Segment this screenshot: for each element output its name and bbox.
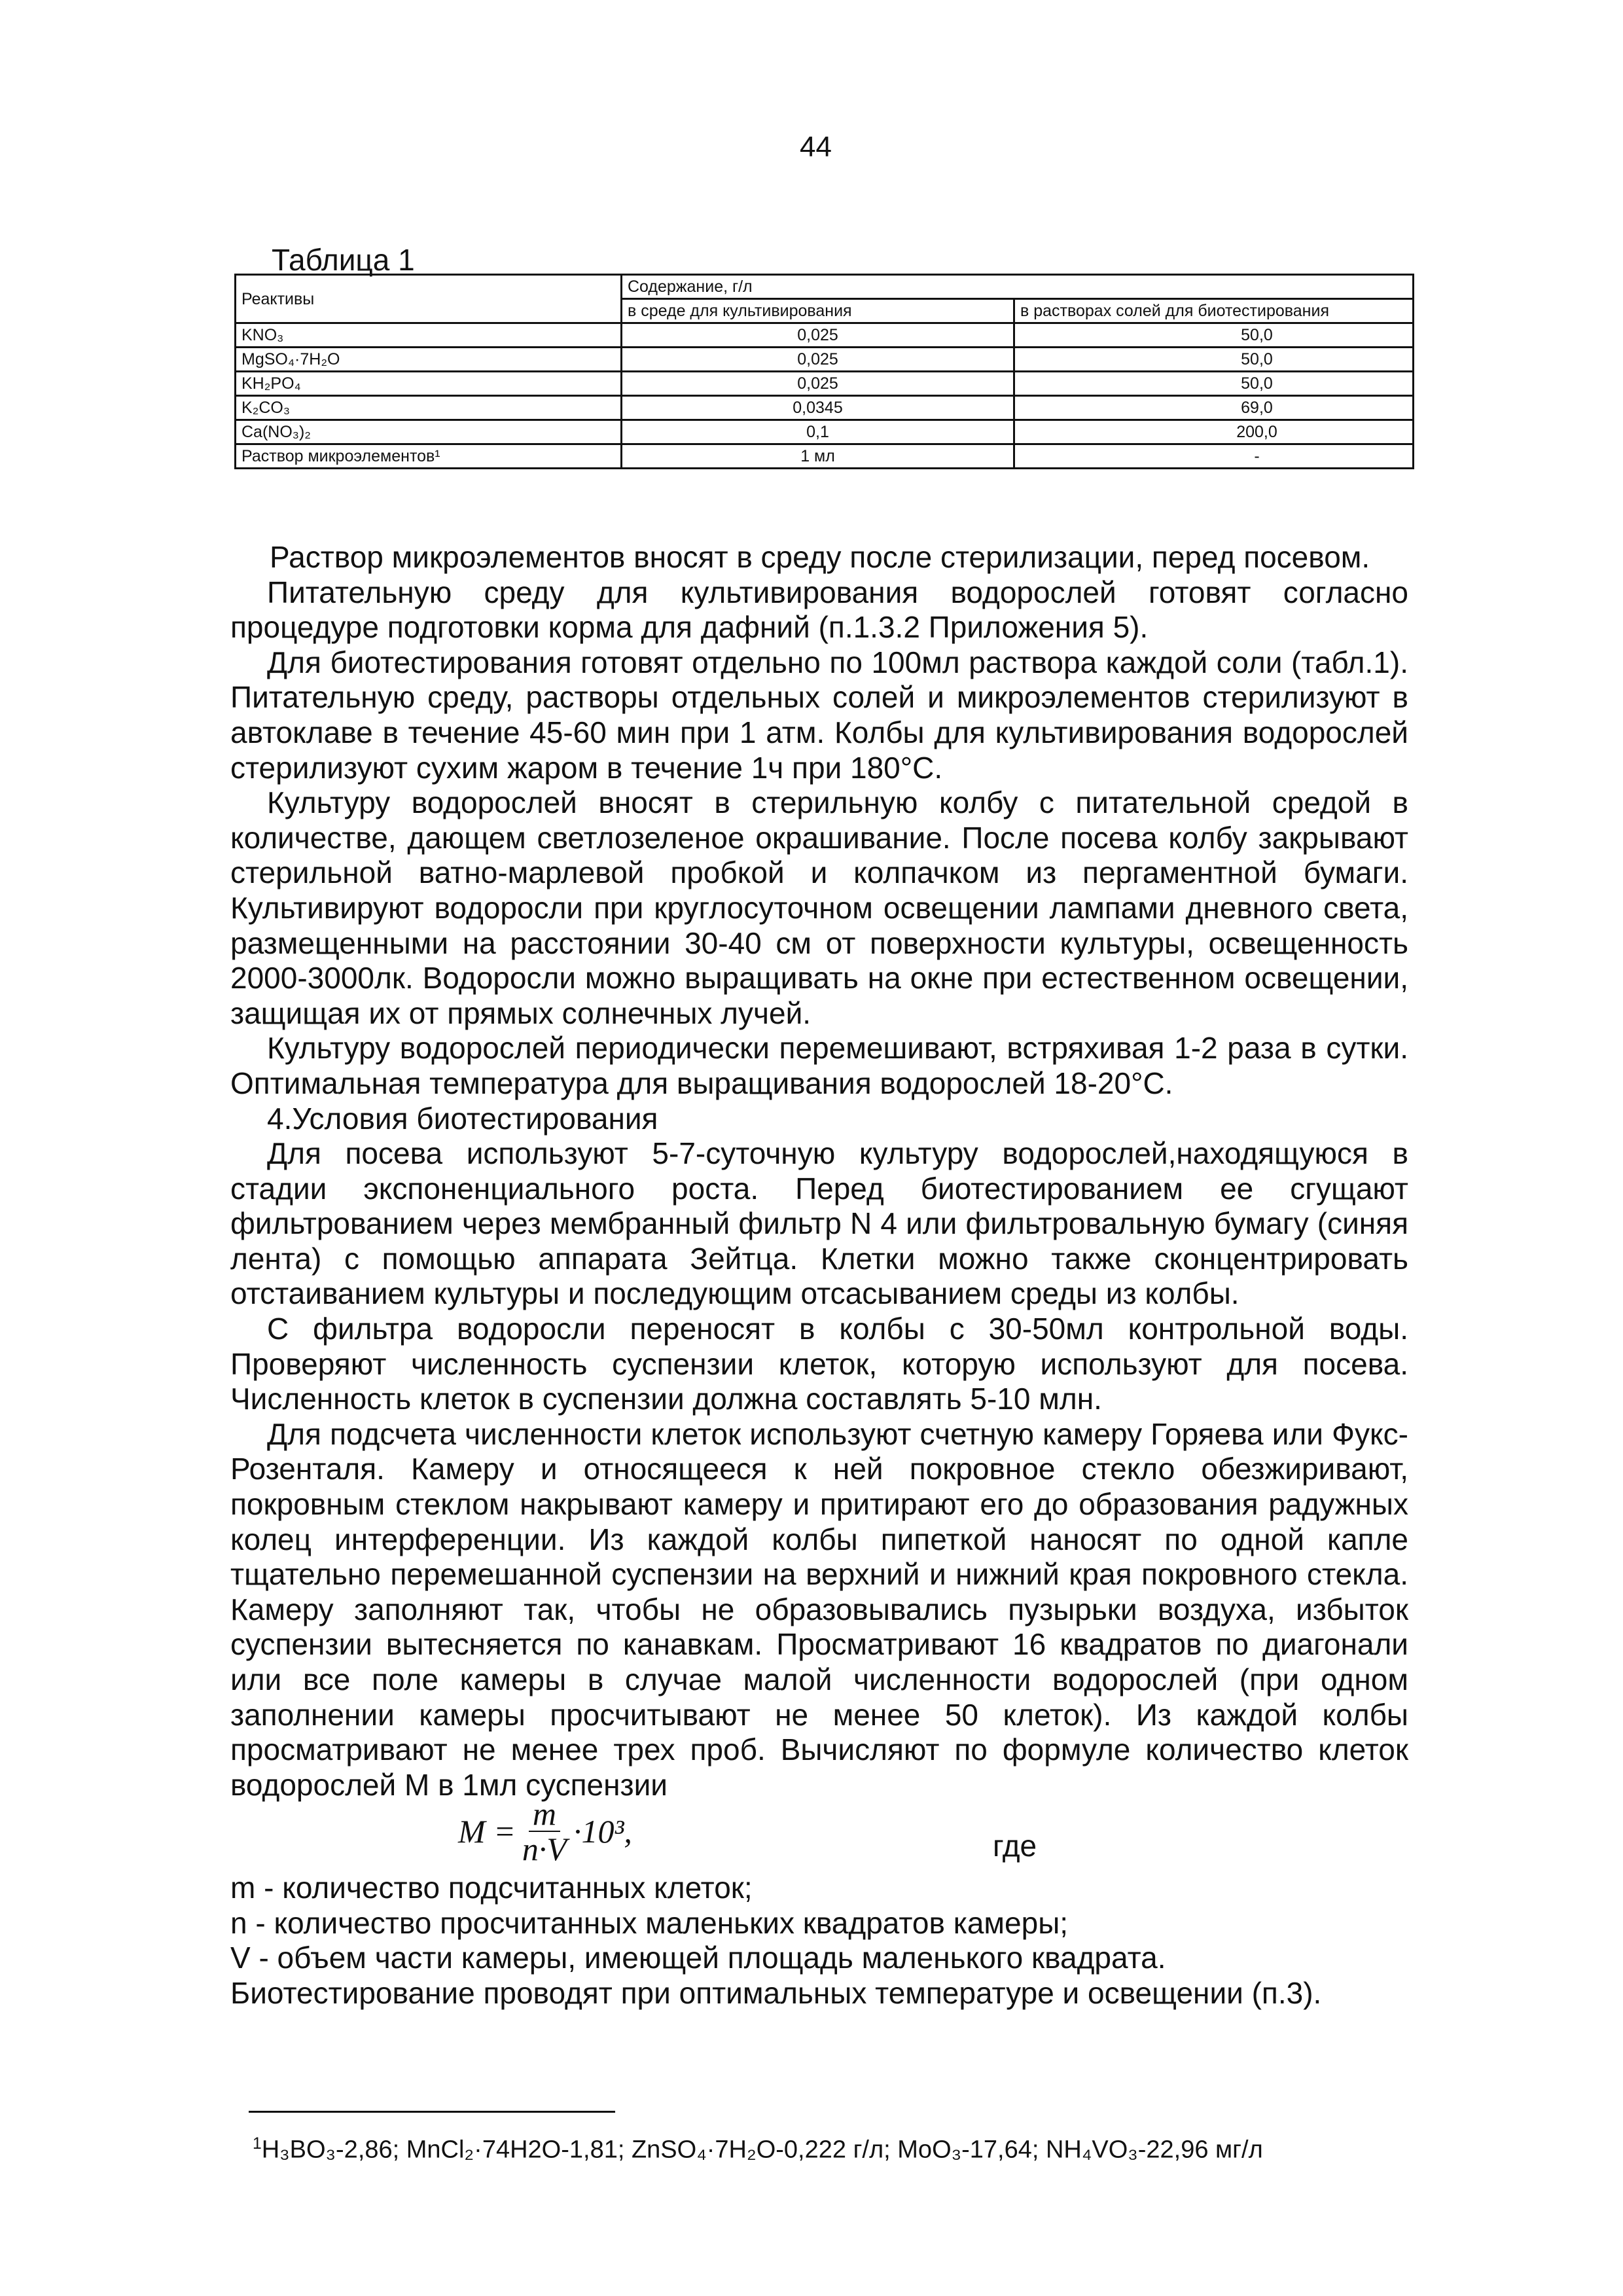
table-row [236, 372, 1414, 396]
footnote-divider [249, 2111, 615, 2113]
paragraph: Для подсчета численности клеток используют счетную камеру Горяева или Фукс-Розенталя. Камеру и относящееся к ней покровное стекло обезжиривают, покровным стеклом накрывают камеру и притирают его до образования радужных колец интерференции. Из каждой колбы пипеткой наносят по одной капле тщательно перемешанной суспензии на верхний и нижний края покровного стекла. Камеру заполняют так, чтобы не образовывались пузырьки воздуха, избыток суспензии вытесняется по канавкам. Просматривают 16 квадратов по диагонали или все поле камеры в случае малой численности водорослей (при одном заполнении камеры просчитывают не менее 50 клеток). Из каждой колбы просматривают не менее трех проб. Вычисляют по формуле количество клеток водорослей М в 1мл суспензии [230, 1416, 1408, 1802]
paragraph: Питательную среду для культивирования водорослей готовят согласно процедуре подготовки корма для дафний (п.1.3.2 Приложения 5). [230, 575, 1408, 645]
formula-lhs: M = [458, 1813, 516, 1850]
medium-cell: 0,025 [622, 372, 1014, 396]
formula-fraction [522, 1797, 567, 1866]
reagents-table [234, 274, 1414, 469]
medium-cell: 0,025 [622, 348, 1014, 372]
medium-cell: 0,0345 [622, 396, 1014, 420]
paragraph: Культуру водорослей периодически перемешивают, встряхивая 1-2 раза в сутки. Оптимальная температура для выращивания водорослей 18-20°С. [230, 1031, 1408, 1100]
reagent-cell: Ca(NO₃)₂ [236, 420, 622, 444]
formula-denominator: n·V [522, 1831, 567, 1867]
formula-multiplier: ·10³, [573, 1813, 632, 1850]
solutions-cell: - [1014, 444, 1414, 469]
table-caption: Таблица 1 [272, 243, 415, 277]
paragraph: Раствор микроэлементов вносят в среду после стерилизации, перед посевом. [270, 540, 1370, 574]
page-number: 44 [800, 131, 832, 163]
header-medium: в среде для культивирования [622, 299, 1014, 323]
definition-item: m - количество подсчитанных клеток; [230, 1871, 753, 1905]
cell-count-formula [458, 1797, 632, 1866]
definition-item: V - объем части камеры, имеющей площадь маленького квадрата. [230, 1941, 1166, 1975]
section-heading: 4.Условия биотестирования [267, 1101, 658, 1136]
definitions [230, 1871, 1408, 2011]
table-row [236, 396, 1414, 420]
reagent-cell: K₂CO₃ [236, 396, 622, 420]
body-text [230, 540, 1408, 1803]
footnote-marker: 1 [253, 2135, 262, 2153]
solutions-cell: 50,0 [1014, 348, 1414, 372]
footnote-text: H₃BO₃-2,86; MnCl₂·74H2O-1,81; ZnSO₄·7H₂O-0,222 г/л; MoO₃-17,64; NH₄VO₃-22,96 мг/л [261, 2136, 1263, 2164]
definition-item: Биотестирование проводят при оптимальных температуре и освещении (п.3). [230, 1975, 1322, 2010]
header-solutions: в растворах солей для биотестирования [1014, 299, 1414, 323]
solutions-cell: 50,0 [1014, 372, 1414, 396]
definition-item: n - количество просчитанных маленьких квадратов камеры; [230, 1905, 1069, 1940]
medium-cell: 1 мл [622, 444, 1014, 469]
solutions-cell: 50,0 [1014, 323, 1414, 348]
reagent-cell: MgSO₄·7H₂O [236, 348, 622, 372]
formula-where: где [993, 1829, 1037, 1863]
paragraph: С фильтра водоросли переносят в колбы с 30-50мл контрольной воды. Проверяют численность суспензии клеток, которую используют для посева. Численность клеток в суспензии должна составлять 5-10 млн. [230, 1312, 1408, 1416]
medium-cell: 0,1 [622, 420, 1014, 444]
reagent-cell: KH₂PO₄ [236, 372, 622, 396]
table-row [236, 420, 1414, 444]
solutions-cell: 200,0 [1014, 420, 1414, 444]
table-header-row [236, 275, 1414, 299]
footnote [253, 2135, 1263, 2164]
solutions-cell: 69,0 [1014, 396, 1414, 420]
reagent-cell: KNO₃ [236, 323, 622, 348]
table-row [236, 444, 1414, 469]
table-row [236, 348, 1414, 372]
table-row [236, 323, 1414, 348]
formula-numerator: m [529, 1797, 560, 1832]
paragraph: Для биотестирования готовят отдельно по 100мл раствора каждой соли (табл.1). Питательную среду, растворы отдельных солей и микроэлементов стерилизуют в автоклаве в течение 45-60 мин при 1 атм. Колбы для культивирования водорослей стерилизуют сухим жаром в течение 1ч при 180°С. [230, 645, 1408, 785]
paragraph: Для посева используют 5-7-суточную культуру водорослей,находящуюся в стадии экспоненциального роста. Перед биотестированием ее сгущают фильтрованием через мембранный фильтр N 4 или фильтровальную бумагу (синяя лента) с помощью аппарата Зейтца. Клетки можно также сконцентрировать отстаиванием культуры и последующим отсасыванием среды из колбы. [230, 1136, 1408, 1311]
paragraph: Культуру водорослей вносят в стерильную колбу с питательной средой в количестве, дающем светлозеленое окрашивание. После посева колбу закрывают стерильной ватно-марлевой пробкой и колпачком из пергаментной бумаги. Культивируют водоросли при круглосуточном освещении лампами дневного света, размещенными на расстоянии 30-40 см от поверхности культуры, освещенность 2000-3000лк. Водоросли можно выращивать на окне при естественном освещении, защищая их от прямых солнечных лучей. [230, 785, 1408, 1030]
medium-cell: 0,025 [622, 323, 1014, 348]
reagent-cell: Раствор микроэлементов¹ [236, 444, 622, 469]
header-reagents: Реактивы [236, 275, 622, 323]
header-content: Содержание, г/л [622, 275, 1414, 299]
